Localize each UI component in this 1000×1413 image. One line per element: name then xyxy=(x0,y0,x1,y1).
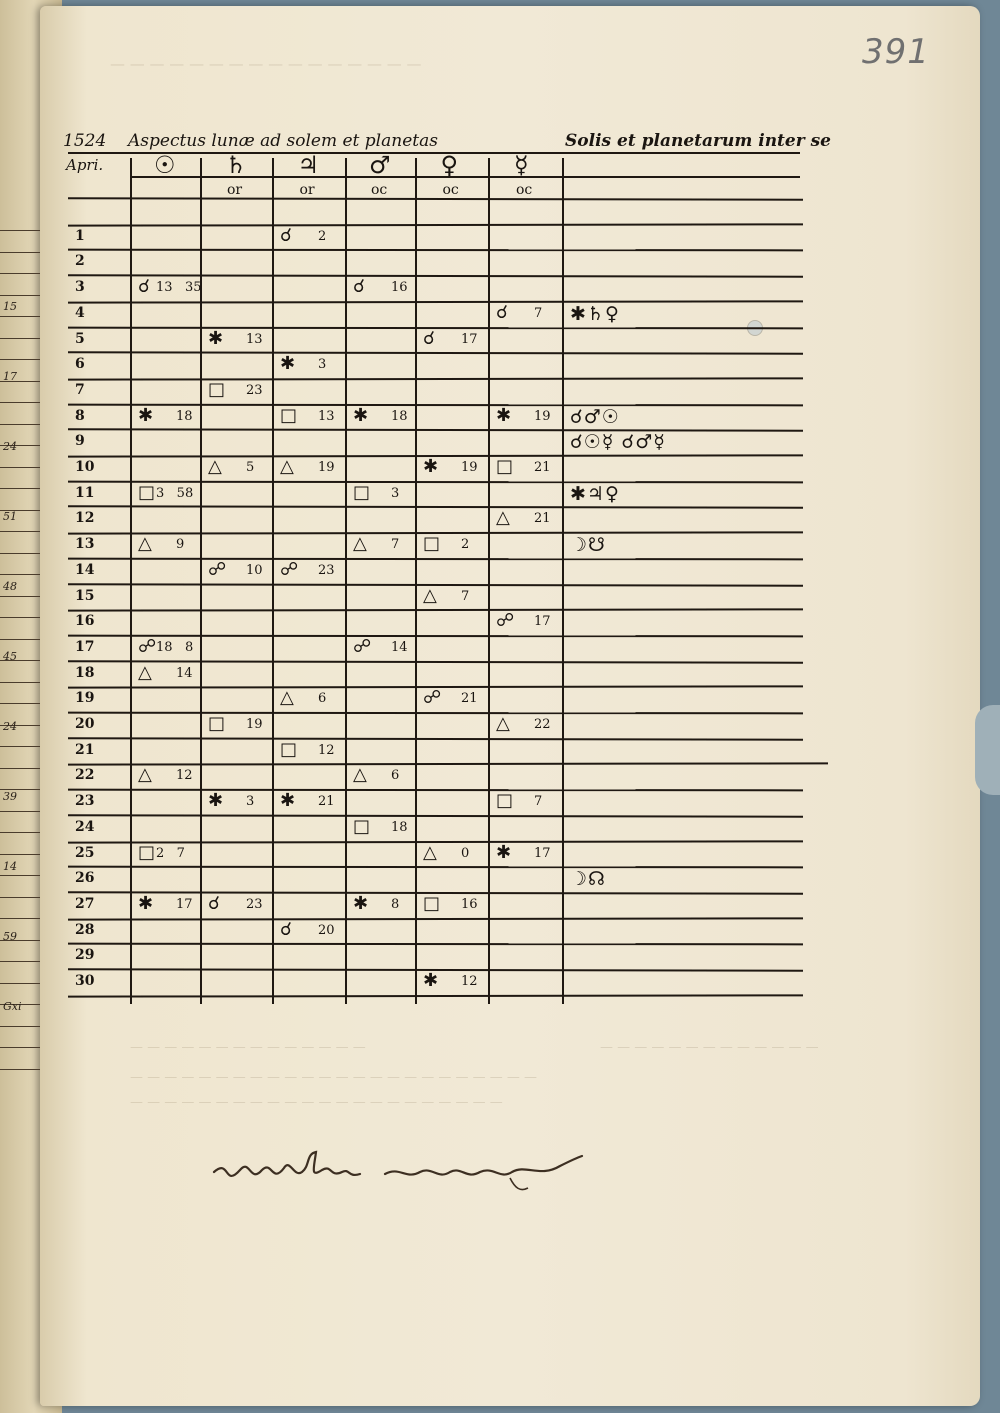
saturn-icon: ♄ xyxy=(225,151,247,179)
aspect-symbol: ☌ xyxy=(208,892,221,914)
facing-page-number: 14 xyxy=(3,860,17,873)
aspect-hour: 13 xyxy=(318,408,335,424)
handwritten-signature xyxy=(210,1148,590,1203)
facing-page-number: 59 xyxy=(3,930,17,943)
facing-page-rule xyxy=(0,554,40,575)
aspect-symbol: ✱ xyxy=(208,790,224,812)
aspect-hour: 20 xyxy=(318,922,335,938)
day-number: 24 xyxy=(75,818,95,835)
page-tab xyxy=(975,705,1000,795)
aspect-hour: 3 58 xyxy=(156,485,194,501)
aspect-hour: 21 xyxy=(461,691,478,707)
facing-page-rule xyxy=(0,748,40,769)
aspect-symbol: △ xyxy=(138,533,152,555)
facing-page-rule xyxy=(0,232,40,253)
day-number: 27 xyxy=(75,895,95,912)
month-label: Apri. xyxy=(66,156,104,174)
day-number: 8 xyxy=(75,407,85,424)
facing-page-rule xyxy=(0,253,40,274)
facing-page-rule xyxy=(0,619,40,640)
day-number: 12 xyxy=(75,510,95,527)
day-number: 6 xyxy=(75,356,85,373)
aspect-symbol: □ xyxy=(208,378,226,400)
facing-page-rule xyxy=(0,533,40,554)
aspect-hour: 22 xyxy=(534,717,551,732)
aspect-symbol: ☍ xyxy=(138,635,157,657)
aspect-hour: 16 xyxy=(391,280,408,296)
aspect-symbol: ✱ xyxy=(138,892,154,914)
aspect-symbol: □ xyxy=(496,456,514,477)
aspect-hour: 18 xyxy=(391,819,408,835)
aspect-hour: 12 xyxy=(176,768,193,784)
day-number: 13 xyxy=(75,536,95,553)
aspect-symbol: ✱ xyxy=(208,327,224,349)
planetary-aspect: ☌☉☿ ☌♂☿ xyxy=(570,431,666,454)
aspect-hour: 7 xyxy=(391,537,400,553)
aspect-hour: 23 xyxy=(246,382,263,398)
aspect-hour: 18 xyxy=(176,408,193,424)
facing-page-rule xyxy=(0,210,40,231)
aspect-symbol: □ xyxy=(423,533,441,555)
facing-page-rule xyxy=(0,318,40,339)
aspect-hour: 23 xyxy=(246,896,263,912)
planetary-aspect: ☽☋ xyxy=(570,534,606,557)
aspect-hour: 9 xyxy=(176,537,185,553)
aspect-hour: 13 35 xyxy=(156,280,202,296)
aspect-symbol: △ xyxy=(423,584,437,606)
aspect-symbol: ☌ xyxy=(496,301,509,323)
aspect-symbol: ✱ xyxy=(280,790,296,812)
facing-page-number: 17 xyxy=(3,370,17,383)
aspect-hour: 18 xyxy=(391,408,408,424)
planetary-aspect: ✱♃♀ xyxy=(570,482,620,505)
aspect-symbol: △ xyxy=(208,456,222,477)
day-number: 26 xyxy=(75,870,95,887)
aspect-symbol: ☍ xyxy=(423,687,442,709)
day-number: 7 xyxy=(75,381,85,398)
aspect-hour: 2 xyxy=(318,228,327,244)
aspect-hour: 17 xyxy=(534,614,551,630)
aspect-symbol: ☌ xyxy=(280,224,293,246)
aspect-hour: 14 xyxy=(391,639,408,655)
aspect-hour: 6 xyxy=(318,691,327,707)
aspect-hour: 0 xyxy=(461,845,470,861)
aspect-symbol: □ xyxy=(138,481,156,503)
aspect-hour: 19 xyxy=(246,717,263,732)
aspect-symbol: △ xyxy=(353,764,367,786)
row-line xyxy=(68,480,803,483)
aspect-symbol: □ xyxy=(208,713,226,734)
aspect-hour: 17 xyxy=(176,896,193,912)
facing-page-number: Gxi xyxy=(3,1000,22,1013)
aspect-hour: 17 xyxy=(461,331,478,347)
facing-page-rule xyxy=(0,877,40,898)
aspect-symbol: △ xyxy=(138,764,152,786)
facing-page-rule xyxy=(0,898,40,919)
day-number: 4 xyxy=(75,304,85,321)
aspect-symbol: □ xyxy=(138,841,156,863)
row-line xyxy=(68,403,803,406)
aspect-hour: 12 xyxy=(461,974,478,989)
aspect-hour: 10 xyxy=(246,562,263,578)
aspect-hour: 19 xyxy=(461,460,478,475)
show-through-text: — — — — — — — — — — — — — — — — xyxy=(110,55,422,73)
facing-page-number: 51 xyxy=(3,510,17,523)
year-label: 1524 xyxy=(63,131,107,151)
aspect-hour: 17 xyxy=(534,845,551,861)
aspect-symbol: △ xyxy=(138,661,152,683)
aspect-symbol: □ xyxy=(353,815,371,837)
aspect-hour: 3 xyxy=(318,357,327,373)
right-table-title: Solis et planetarum inter se xyxy=(565,131,831,151)
day-number: 9 xyxy=(75,433,85,450)
facing-page-number: 24 xyxy=(3,720,17,733)
show-through-text: — — — — — — — — — — — — — xyxy=(600,1040,819,1055)
aspect-symbol: ✱ xyxy=(423,970,439,991)
facing-page-number: 24 xyxy=(3,440,17,453)
aspect-hour: 13 xyxy=(246,331,263,347)
aspect-symbol: ✱ xyxy=(280,353,296,375)
facing-page-rule xyxy=(0,468,40,489)
column-divider xyxy=(272,158,274,1004)
venus-icon: ♀ xyxy=(440,151,459,179)
show-through-text: — — — — — — — — — — — — — — — — — — — — — — xyxy=(130,1095,503,1110)
aspect-symbol: △ xyxy=(496,713,510,734)
facing-page-number: 45 xyxy=(3,650,17,663)
aspect-symbol: △ xyxy=(423,841,437,863)
aspect-symbol: ☍ xyxy=(208,558,227,580)
day-number: 10 xyxy=(75,459,95,475)
aspect-hour: 3 xyxy=(246,794,255,810)
facing-page-rule xyxy=(0,1049,40,1070)
aspect-hour: 23 xyxy=(318,562,335,578)
row-line xyxy=(68,557,803,560)
aspect-hour: 18 8 xyxy=(156,639,194,655)
planetary-aspect: ☽☊ xyxy=(570,868,606,891)
aspect-hour: 14 xyxy=(176,665,193,681)
aspect-symbol: ☌ xyxy=(138,276,151,298)
facing-page-rule xyxy=(0,339,40,360)
header-line xyxy=(68,152,800,154)
day-number: 20 xyxy=(75,716,95,732)
column-divider xyxy=(562,158,564,1004)
aspect-symbol: ☌ xyxy=(423,327,436,349)
aspect-symbol: □ xyxy=(280,738,298,760)
aspect-symbol: △ xyxy=(280,687,294,709)
day-number: 11 xyxy=(75,484,95,501)
aspect-hour: 5 xyxy=(246,460,255,475)
direction-label: or xyxy=(299,182,315,198)
day-number: 22 xyxy=(75,767,95,784)
aspect-symbol: □ xyxy=(280,404,298,426)
aspect-symbol: ✱ xyxy=(138,404,154,426)
direction-label: or xyxy=(227,182,243,198)
facing-page-rule xyxy=(0,683,40,704)
facing-page-number: 15 xyxy=(3,300,17,313)
mars-icon: ♂ xyxy=(369,151,391,179)
jupiter-icon: ♃ xyxy=(297,151,320,179)
header-line xyxy=(130,176,800,178)
aspect-hour: 6 xyxy=(391,768,400,784)
aspect-symbol: ☍ xyxy=(280,558,299,580)
day-number: 18 xyxy=(75,664,95,681)
facing-page-number: 48 xyxy=(3,580,17,593)
planetary-aspect: ✱♄♀ xyxy=(570,302,620,325)
aspect-symbol: △ xyxy=(353,533,367,555)
facing-page-rule xyxy=(0,597,40,618)
day-number: 3 xyxy=(75,279,85,296)
day-number: 30 xyxy=(75,973,95,989)
aspect-hour: 3 xyxy=(391,485,400,501)
aspect-symbol: ✱ xyxy=(496,404,512,426)
day-number: 15 xyxy=(75,587,95,604)
aspect-hour: 12 xyxy=(318,742,335,758)
aspect-hour: 19 xyxy=(318,460,335,475)
aspect-hour: 16 xyxy=(461,896,478,912)
aspect-hour: 21 xyxy=(534,511,551,527)
aspect-symbol: ✱ xyxy=(353,892,369,914)
facing-page-rule xyxy=(0,834,40,855)
day-number: 5 xyxy=(75,330,85,347)
aspect-symbol: △ xyxy=(496,507,510,529)
left-table-title: Aspectus lunæ ad solem et planetas xyxy=(128,131,438,151)
aspect-symbol: ☍ xyxy=(496,610,515,632)
day-number: 19 xyxy=(75,690,95,707)
aspect-symbol: ☍ xyxy=(353,635,372,657)
mercury-icon: ☿ xyxy=(514,151,529,179)
facing-page-rule xyxy=(0,662,40,683)
day-number: 25 xyxy=(75,844,95,861)
facing-page-rule xyxy=(0,490,40,511)
aspect-symbol: □ xyxy=(353,481,371,503)
facing-page-rule xyxy=(0,275,40,296)
planetary-aspect: ☌♂☉ xyxy=(570,405,620,428)
aspect-symbol: □ xyxy=(496,790,514,812)
day-number: 17 xyxy=(75,638,95,655)
day-number: 14 xyxy=(75,561,95,578)
aspect-symbol: □ xyxy=(423,892,441,914)
direction-label: oc xyxy=(516,182,533,198)
folio-number: 391 xyxy=(862,32,930,72)
sun-icon: ☉ xyxy=(154,151,176,179)
aspect-symbol: ✱ xyxy=(353,404,369,426)
column-divider xyxy=(415,158,417,1004)
aspect-symbol: △ xyxy=(280,456,294,477)
facing-page-rule xyxy=(0,963,40,984)
aspect-hour: 7 xyxy=(534,794,543,810)
facing-page-rule xyxy=(0,1027,40,1048)
facing-page-number: 39 xyxy=(3,790,17,803)
facing-page-rule xyxy=(0,404,40,425)
day-number: 23 xyxy=(75,793,95,810)
day-number: 16 xyxy=(75,613,95,630)
aspect-hour: 21 xyxy=(318,794,335,810)
direction-label: oc xyxy=(371,182,388,198)
show-through-text: — — — — — — — — — — — — — — — — — — — — — — — — xyxy=(130,1070,538,1085)
show-through-text: — — — — — — — — — — — — — — xyxy=(130,1040,366,1055)
aspect-hour: 8 xyxy=(391,896,400,912)
facing-page-rule xyxy=(0,812,40,833)
facing-page-rule xyxy=(0,941,40,962)
aspect-symbol: ✱ xyxy=(423,456,439,477)
direction-label: oc xyxy=(442,182,459,198)
aspect-hour: 7 xyxy=(461,588,470,604)
day-number: 2 xyxy=(75,253,85,270)
aspect-hour: 7 xyxy=(534,305,543,321)
column-divider xyxy=(488,158,490,1004)
day-number: 21 xyxy=(75,741,95,758)
aspect-symbol: ☌ xyxy=(280,918,293,940)
facing-page-rule xyxy=(0,769,40,790)
aspect-symbol: ✱ xyxy=(496,841,512,863)
day-number: 29 xyxy=(75,947,95,964)
day-number: 28 xyxy=(75,921,95,938)
day-number: 1 xyxy=(75,227,85,244)
column-divider xyxy=(345,158,347,1004)
aspect-hour: 2 7 xyxy=(156,845,185,861)
column-divider xyxy=(130,158,132,1004)
aspect-symbol: ☌ xyxy=(353,276,366,298)
aspect-hour: 19 xyxy=(534,408,551,424)
row-line xyxy=(68,326,803,329)
aspect-hour: 2 xyxy=(461,537,470,553)
facing-page-rule xyxy=(0,382,40,403)
aspect-hour: 21 xyxy=(534,460,551,475)
